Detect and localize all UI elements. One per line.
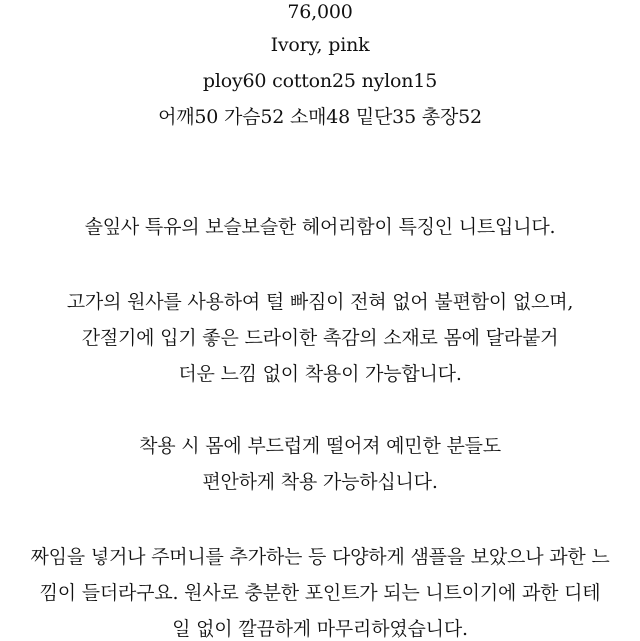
price-text: 76,000 [287,1,353,23]
description-line: 간절기에 입기 좋은 드라이한 촉감의 소재로 몸에 달라붙거 [81,327,559,349]
description-line: 고가의 원사를 사용하여 털 빠짐이 전혀 없어 불편함이 없으며, [66,291,574,313]
size-text: 어깨50 가슴52 소매48 밑단35 총장52 [158,106,482,128]
material-text: ploy60 cotton25 nylon15 [202,70,438,92]
colors-text: Ivory, pink [270,34,370,56]
description-line: 낌이 들더라구요. 원사로 충분한 포인트가 되는 니트이기에 과한 디테 [39,582,601,604]
description-line: 일 없이 깔끔하게 마무리하였습니다. [172,618,468,640]
description-line: 짜임을 넣거나 주머니를 추가하는 등 다양하게 샘플을 보았으나 과한 느 [30,546,610,568]
description-line: 편안하게 착용 가능하십니다. [202,471,438,493]
description-line: 더운 느낌 없이 착용이 가능합니다. [178,363,462,385]
description-line: 솔잎사 특유의 보슬보슬한 헤어리함이 특징인 니트입니다. [84,216,556,238]
description-line: 착용 시 몸에 부드럽게 떨어져 예민한 분들도 [139,435,501,457]
